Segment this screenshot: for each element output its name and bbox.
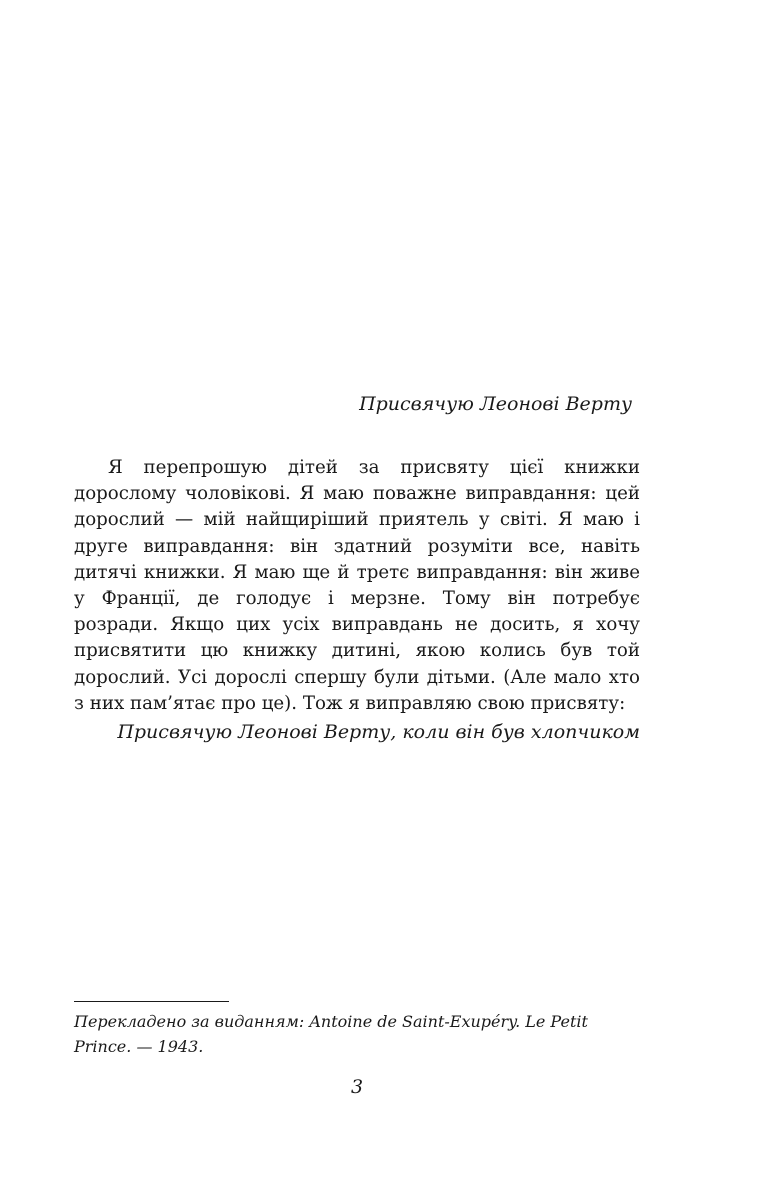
page-number: 3	[350, 1076, 364, 1098]
footnote-divider	[74, 1001, 229, 1002]
dedication-closing: Присвячую Леонові Верту, коли він був хлопчиком	[117, 721, 640, 743]
dedication-body-paragraph: Я перепрошую дітей за присвяту цієї книжки дорослому чоловікові. Я маю поважне виправдання: цей дорослий — мій найщиріший приятель у світі. Я маю і друге виправдання: він здатний розуміти все, навіть дитячі книжки. Я маю ще й третє виправдання: він живе у Франції, де голодує і мерзне. Тому він потребує розради. Якщо цих усіх виправдань не досить, я хочу присвятити цю книжку дитині, якою колись був той дорослий. Усі дорослі спершу були дітьми. (Але мало хто з них пам’ятає про це). Тож я виправляю свою присвяту:	[74, 457, 640, 714]
translation-footnote: Перекладено за виданням: Antoine de Saint-Exupéry. Le Petit Prince. — 1943.	[74, 1012, 588, 1056]
dedication-heading: Присвячую Леонові Верту	[359, 393, 632, 415]
